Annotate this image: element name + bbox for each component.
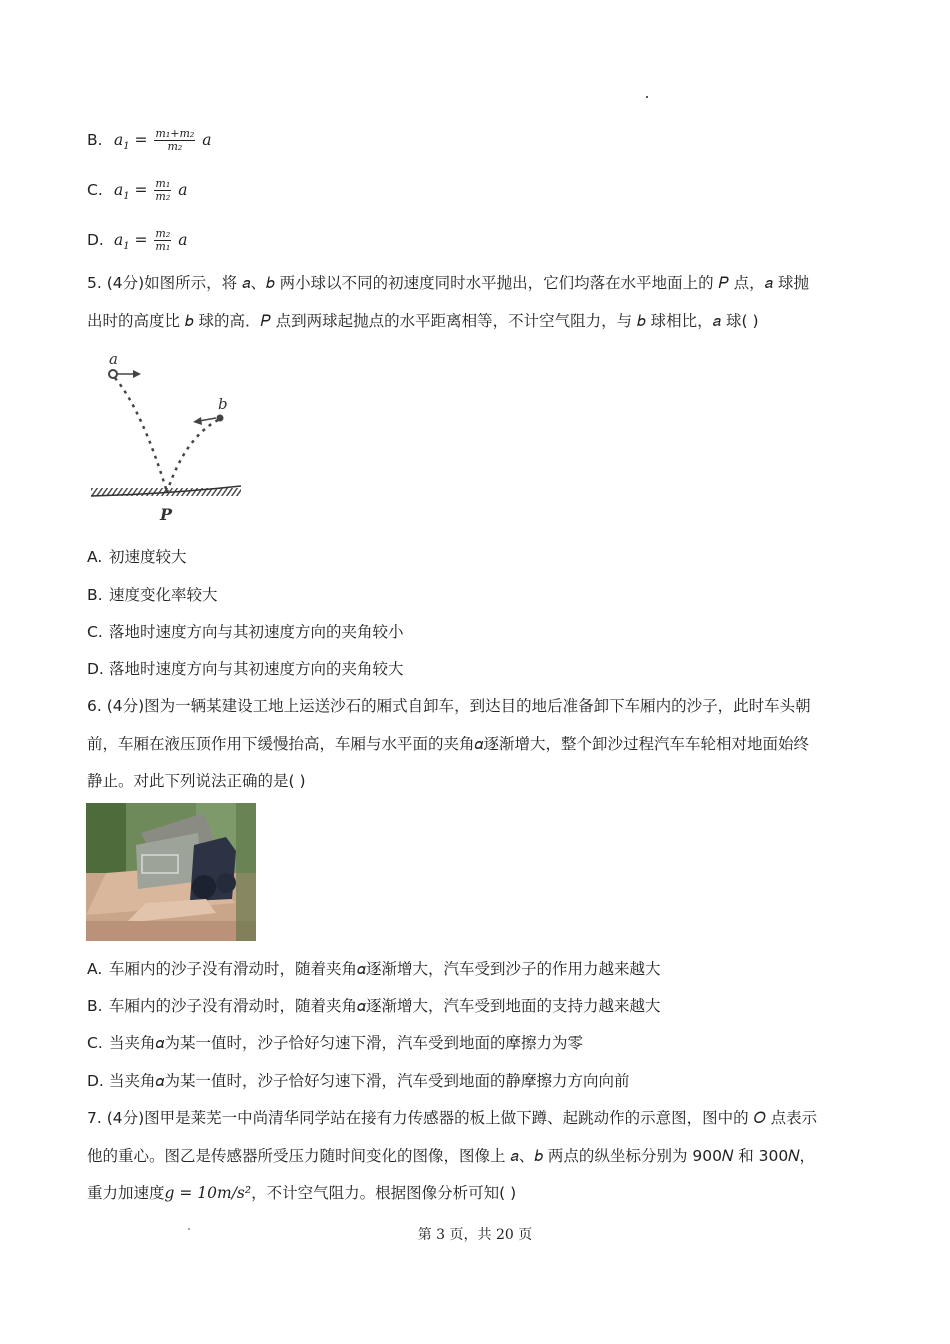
q7-stem-line3: 重力加速度𝑔 = 10𝑚/𝑠²，不计空气阻力。根据图像分析可知( ): [87, 1184, 517, 1202]
q7-stem-line2: 他的重心。图乙是传感器所受压力随时间变化的图像，图像上 𝑎、𝑏 两点的纵坐标分别为 900𝑁 和 300𝑁，: [87, 1147, 816, 1165]
q6-option-b: B. 车厢内的沙子没有滑动时，随着夹角𝛼逐渐增大，汽车受到地面的支持力越来越大: [87, 997, 661, 1015]
q5-stem-line1: 5. (4分)如图所示，将 𝑎、𝑏 两小球以不同的初速度同时水平抛出，它们均落在水平地面上的 𝑃 点，𝑎 球抛: [87, 274, 809, 292]
q4-option-b: B. $a_1$ = $\frac{\text{m₁+m₂}}{\text{m₂}}$ a: [87, 127, 212, 153]
q6-option-d: D. 当夹角𝛼为某一值时，沙子恰好匀速下滑，汽车受到地面的静摩擦力方向向前: [87, 1072, 630, 1090]
q6-option-c: C. 当夹角𝛼为某一值时，沙子恰好匀速下滑，汽车受到地面的摩擦力为零: [87, 1034, 583, 1052]
q6-dump-truck-photo: [86, 803, 256, 941]
page-footer: 第 3 页，共 20 页: [417, 1227, 533, 1243]
q6-stem-line1: 6. (4分)图为一辆某建设工地上运送沙石的厢式自卸车，到达目的地后准备卸下车厢内的沙子，此时车头朝: [87, 697, 811, 715]
q5-option-c: C. 落地时速度方向与其初速度方向的夹角较小: [87, 623, 404, 641]
q7-stem-line1: 7. (4分)图甲是莱芜一中尚清华同学站在接有力传感器的板上做下蹲、起跳动作的示意图，图中的 𝑂 点表示: [87, 1109, 818, 1127]
q6-stem-line3: 静止。对此下列说法正确的是( ): [87, 772, 306, 790]
q5-option-b: B. 速度变化率较大: [87, 586, 218, 604]
q5-stem-line2: 出时的高度比 𝑏 球的高．𝑃 点到两球起抛点的水平距离相等，不计空气阻力，与 𝑏 球相比，𝑎 球( ): [87, 312, 759, 330]
q6-option-a: A. 车厢内的沙子没有滑动时，随着夹角𝛼逐渐增大，汽车受到沙子的作用力越来越大: [87, 960, 661, 978]
fraction: $\frac{\text{m₁+m₂}}{\text{m₂}}$: [155, 127, 195, 153]
q4-option-d: D. $a_1$ = $\frac{\text{m₂}}{\text{m₁}}$ a: [87, 227, 188, 253]
fraction: $\frac{\text{m₁}}{\text{m₂}}$: [155, 177, 171, 203]
q5-option-a: A. 初速度较大: [87, 548, 187, 566]
q4-option-c: C. $a_1$ = $\frac{\text{m₁}}{\text{m₂}}$ a: [87, 177, 188, 203]
label-a: a: [109, 350, 118, 368]
label-p: P: [160, 505, 173, 524]
fraction: $\frac{\text{m₂}}{\text{m₁}}$: [155, 227, 171, 253]
stray-dot: [646, 96, 648, 98]
q5-projectile-figure: [87, 350, 247, 528]
q5-option-d: D. 落地时速度方向与其初速度方向的夹角较大: [87, 660, 404, 678]
q6-stem-line2: 前，车厢在液压顶作用下缓慢抬高，车厢与水平面的夹角𝛼逐渐增大，整个卸沙过程汽车车轮相对地面始终: [87, 735, 809, 753]
label-b: b: [218, 395, 228, 413]
ball-a: [109, 370, 117, 378]
